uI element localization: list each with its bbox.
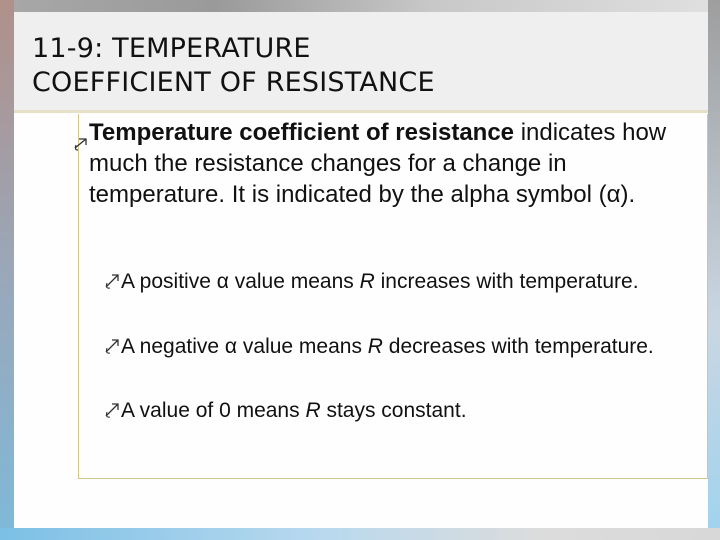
sub-bullet-text: A positive α value means xyxy=(121,270,360,293)
title-bar xyxy=(14,12,708,113)
slide-title: 11-9: TEMPERATURE COEFFICIENT OF RESISTANCE xyxy=(32,33,435,98)
frame-left-border xyxy=(0,0,14,540)
curl-bullet-icon xyxy=(73,136,89,152)
curl-bullet-icon xyxy=(104,272,122,290)
curl-bullet-icon xyxy=(104,401,122,419)
sub-bullet xyxy=(121,332,691,361)
main-bullet-lead: Temperature coefficient of resistance xyxy=(89,119,515,146)
sub-bullet xyxy=(121,267,691,296)
sub-bullet-text: decreases with temperature. xyxy=(382,335,654,358)
variable-r: R xyxy=(359,270,375,293)
sub-bullet-text: A value of 0 means xyxy=(121,399,306,422)
frame-bottom-border xyxy=(0,528,720,540)
sub-bullet-text: A negative α value means xyxy=(121,335,368,358)
sub-bullet xyxy=(121,396,691,425)
frame-right-border xyxy=(708,0,720,540)
curl-bullet-icon xyxy=(104,337,122,355)
variable-r: R xyxy=(305,399,321,422)
main-bullet xyxy=(89,117,689,210)
variable-r: R xyxy=(367,335,383,358)
frame-top-border xyxy=(0,0,720,12)
main-bullet-text: indicates how much the resistance changes for a change in temperature. It is indicated by the alpha symbol (α). xyxy=(89,119,667,208)
sub-bullet-text: increases with temperature. xyxy=(374,270,639,293)
sub-bullet-text: stays constant. xyxy=(320,399,467,422)
